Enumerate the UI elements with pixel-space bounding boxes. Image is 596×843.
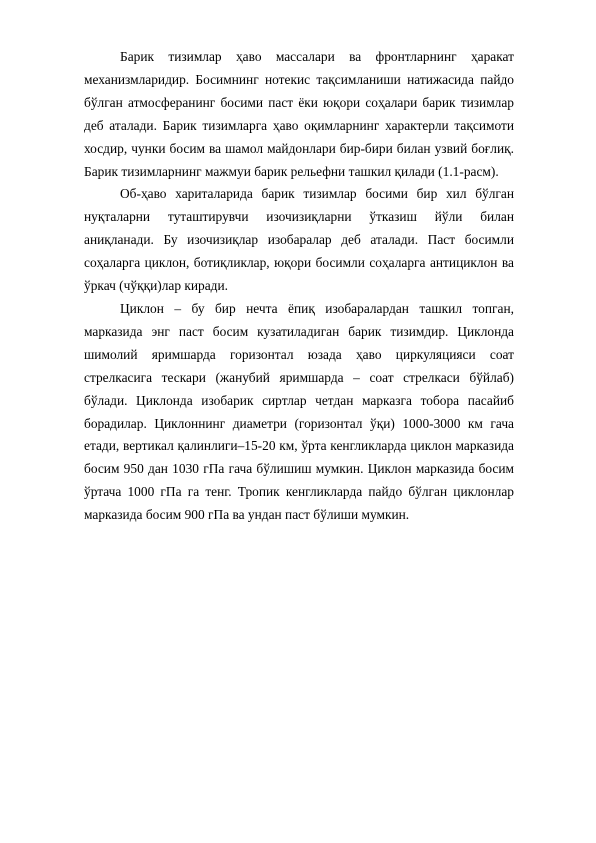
paragraph-cyclone: Циклон – бу бир нечта ёпиқ изобаралардан ташкил топган, марказида энг паст босим кузатиладиган барик тизимдир. Циклонда шимолий яримшарда горизонтал юзада ҳаво циркуляцияси соат стрелкасига тескари (жанубий яримшарда – соат стрелкаси бўйлаб) бўлади. Циклонда изобарик сиртлар четдан марказга тобора пасайиб борадилар. Циклоннинг диаметри (горизонтал ўқи) 1000-3000 км гача етади, вертикал қалинлиги–15-20 км, ўрта кенгликларда циклон марказида босим 950 дан 1030 гПа гача бўлишиш мумкин. Циклон марказида босим ўртача 1000 гПа га тенг. Тропик кенгликларда пайдо бўлган циклонлар марказида босим 900 гПа ва ундан паст бўлиши мумкин. <box>84 300 514 523</box>
paragraph-baric-systems: Барик тизимлар ҳаво массалари ва фронтларнинг ҳаракат механизмларидир. Босимнинг нотекис тақсимланиши натижасида пайдо бўлган атмосферанинг босими паст ёки юқори соҳалари барик тизимлар деб аталади. Барик тизимларга ҳаво оқимларнинг характерли тақсимоти хосдир, чунки босим ва шамол майдонлари бир-бири билан узвий боғлиқ. Барик тизимларнинг мажмуи барик рельефни ташкил қилади (1.1-расм). <box>84 49 514 179</box>
paragraph-isobars: Об-ҳаво хариталарида барик тизимлар босими бир хил бўлган нуқталарни туташтирувчи изочизиқларни ўтказиш йўли билан аниқланади. Бу изочизиқлар изобаралар деб аталади. Паст босимли соҳаларга циклон, ботиқликлар, юқори босимли соҳаларга антициклон ва ўркач (чўққи)лар киради. <box>84 186 514 294</box>
document-body <box>84 46 514 527</box>
